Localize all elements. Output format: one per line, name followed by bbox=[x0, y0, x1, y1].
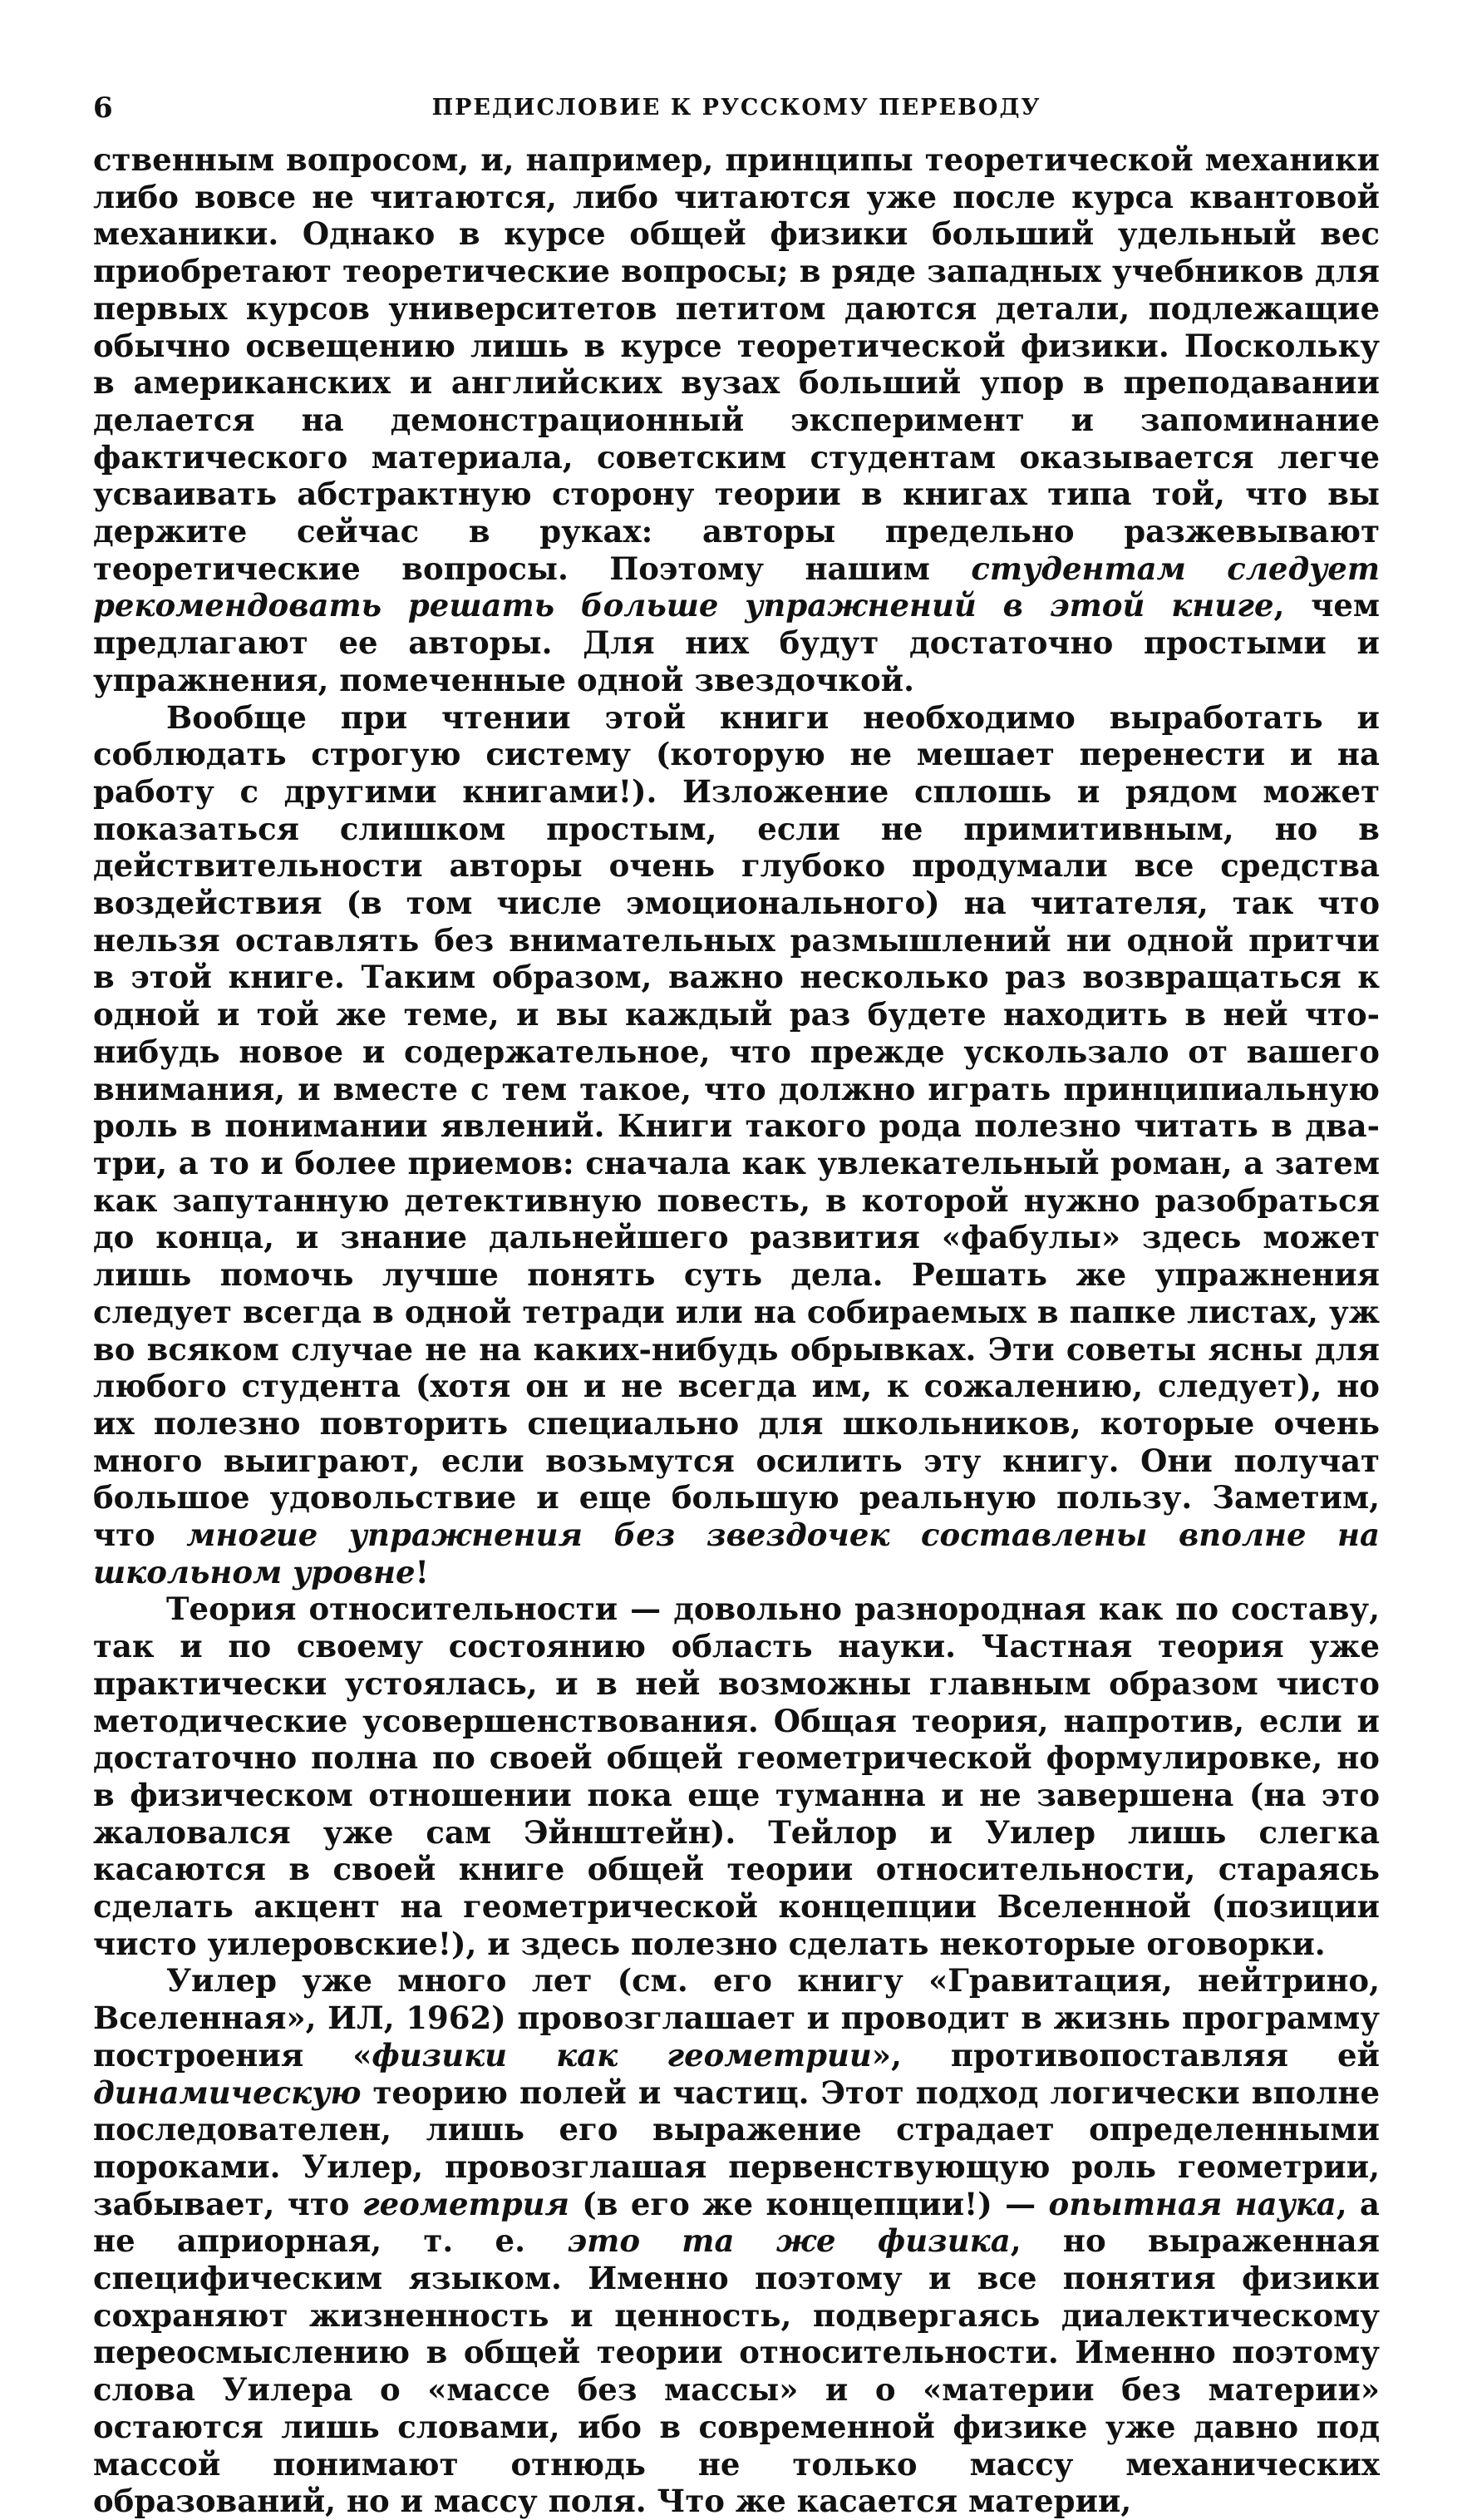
text-run: Теория относительности — довольно разнородная как по составу, так и по своему состоянию область науки. Частная теория уже практически устоялась, и в ней возможны главным образом чисто методические усовершенствования. Общая теория, напротив, если и достаточно полна по своей общей геометрической формулировке, но в физическом отношении пока еще туманна и не завершена (на это жаловался уже сам Эйнштейн). Тейлор и Уилер лишь слегка касаются в своей книге общей теории относительности, стараясь сделать акцент на геометрической концепции Вселенной (позиции чисто уилеровские!), и здесь полезно сделать некоторые оговорки. bbox=[93, 1590, 1380, 1962]
paragraph bbox=[93, 699, 1380, 1591]
paragraph bbox=[93, 1590, 1380, 1962]
book-page bbox=[93, 83, 1380, 2520]
italic-text: многие упражнения без звездочек составлены вполне на школьном уровне bbox=[93, 1516, 1380, 1590]
italic-text: физики как геометрии bbox=[372, 2036, 872, 2074]
text-run: , чем предлагают ее авторы. Для них будут достаточно простыми и упражнения, помеченные одной звездочкой. bbox=[93, 587, 1380, 698]
text-run: », противопоставляя ей bbox=[871, 2036, 1381, 2074]
text-run: , а не априорная, т. е. bbox=[93, 2185, 1381, 2260]
italic-text: динамическую bbox=[93, 2074, 362, 2111]
text-run: ! bbox=[415, 1553, 429, 1590]
paragraph bbox=[93, 141, 1380, 699]
italic-text: опытная наука bbox=[1048, 2185, 1337, 2222]
body-text bbox=[93, 141, 1380, 2520]
italic-text: это та же физика bbox=[567, 2222, 1011, 2260]
italic-text: геометрия bbox=[362, 2185, 569, 2222]
paragraph bbox=[93, 1962, 1380, 2520]
text-run: (в его же концепции!) — bbox=[569, 2185, 1049, 2222]
text-run: Вообще при чтении этой книги необходимо выработать и соблюдать строгую систему (которую не мешает перенести и на работу с другими книгами!). Изложение сплошь и рядом может показаться слишком простым, если не примитивным, но в действительности авторы очень глубоко продумали все средства воздействия (в том числе эмоционального) на читателя, так что нельзя оставлять без внимательных размышлений ни одной притчи в этой книге. Таким образом, важно несколько раз возвращаться к одной и той же теме, и вы каждый раз будете находить в ней что-нибудь новое и содержательное, что прежде ускользало от вашего внимания, и вместе с тем такое, что должно играть принципиальную роль в понимании явлений. Книги такого рода полезно читать в два-три, а то и более приемов: сначала как увлекательный роман, а затем как запутанную детективную повесть, в которой нужно разобраться до конца, и знание дальнейшего развития «фабулы» здесь может лишь помочь лучше понять суть дела. Решать же упражнения следует всегда в одной тетради или на собираемых в папке листах, уж во всяком случае не на каких-нибудь обрывках. Эти советы ясны для любого студента (хотя он и не всегда им, к сожалению, следует), но их полезно повторить специально для школьников, которые очень много выиграют, если возьмутся осилить эту книгу. Они получат большое удовольствие и еще большую реальную пользу. Заметим, что bbox=[93, 698, 1380, 1554]
page-number: 6 bbox=[93, 91, 113, 125]
italic-text: студентам следует рекомендовать решать больше упражнений в этой книге bbox=[93, 550, 1380, 624]
text-run: ственным вопросом, и, например, принципы теоретической механики либо вовсе не читаются, либо читаются уже после курса квантовой механики. Однако в курсе общей физики больший удельный вес приобретают теоретические вопросы; в ряде западных учебников для первых курсов университетов петитом даются детали, подлежащие обычно освещению лишь в курсе теоретической физики. Поскольку в американских и английских вузах больший упор в преподавании делается на демонстрационный эксперимент и запоминание фактического материала, советским студентам оказывается легче усваивать абстрактную сторону теории в книгах типа той, что вы держите сейчас в руках: авторы предельно разжевывают теоретические вопросы. Поэтому нашим bbox=[93, 141, 1380, 587]
text-run: Уилер уже много лет (см. его книгу «Гравитация, нейтрино, Вселенная», ИЛ, 1962) провозглашает и проводит в жизнь программу построения « bbox=[93, 1962, 1380, 2074]
page-header bbox=[93, 83, 1380, 141]
text-run: , но выраженная специфическим языком. Именно поэтому и все понятия физики сохраняют жизненность и ценность, подвергаясь диалектическому переосмыслению в общей теории относительности. Именно поэтому слова Уилера о «массе без массы» и о «материи без материи» остаются лишь словами, ибо в современной физике уже давно под массой понимают отнюдь не только массу механических образований, но и массу поля. Что же касается материи, bbox=[93, 2222, 1380, 2520]
running-title: ПРЕДИСЛОВИЕ К РУССКОМУ ПЕРЕВОДУ bbox=[431, 95, 1041, 121]
text-run: теорию полей и частиц. Этот подход логически вполне последователен, лишь его выражение страдает определенными пороками. Уилер, провозглашая первенствующую роль геометрии, забывает, что bbox=[93, 2074, 1380, 2222]
